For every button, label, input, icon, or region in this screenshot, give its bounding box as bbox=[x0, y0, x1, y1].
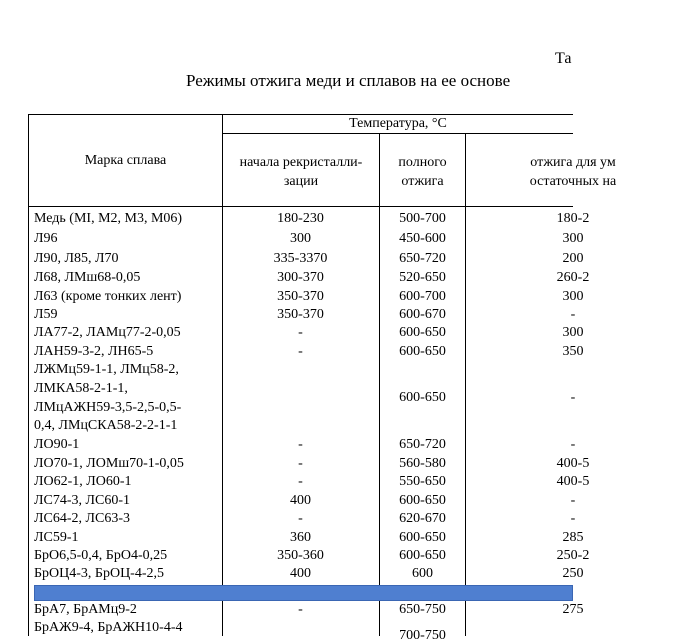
full-anneal-temp-cell: 650-720 bbox=[399, 251, 446, 266]
alloy-name-cell: Л63 (кроме тонких лент) bbox=[34, 289, 182, 304]
selection-highlight-bar bbox=[34, 585, 573, 601]
residual-stress-temp-cell: 260-2 bbox=[556, 270, 590, 285]
alloy-name-cell: БрАЖ9-4, БрАЖН10-4-4 bbox=[34, 620, 183, 635]
full-anneal-temp-cell: 550-650 bbox=[399, 474, 446, 489]
recryst-temp-cell: - bbox=[298, 602, 303, 617]
recryst-temp-cell: 350-370 bbox=[277, 307, 324, 322]
full-anneal-temp-cell: 600-650 bbox=[399, 390, 446, 405]
alloy-name-cell: БрОЦ4-3, БрОЦ-4-2,5 bbox=[34, 566, 165, 581]
full-anneal-temp-cell: 600-650 bbox=[399, 530, 446, 545]
recryst-temp-cell: - bbox=[298, 456, 303, 471]
alloy-name-cell: ЛО70-1, ЛОМш70-1-0,05 bbox=[34, 456, 184, 471]
table-number-label: Та bbox=[555, 50, 572, 67]
recryst-header-line1: начала рекристалли- bbox=[239, 155, 363, 170]
recryst-temp-cell: - bbox=[298, 437, 303, 452]
recryst-temp-cell: 350-370 bbox=[277, 289, 324, 304]
residual-stress-temp-cell: 250 bbox=[562, 566, 584, 581]
residual-stress-temp-cell: 350 bbox=[562, 344, 584, 359]
table-left-border bbox=[28, 114, 29, 636]
alloy-name-cell: ЛС64-2, ЛС63-3 bbox=[34, 511, 130, 526]
alloy-name-cell-line: 0,4, ЛМцСКА58-2-2-1-1 bbox=[34, 418, 178, 433]
full-anneal-temp-cell: 450-600 bbox=[399, 231, 446, 246]
alloy-name-cell: ЛА77-2, ЛАМц77-2-0,05 bbox=[34, 325, 181, 340]
alloy-name-cell-line: ЛЖМц59-1-1, ЛМц58-2, bbox=[34, 362, 179, 377]
residual-stress-temp-cell: - bbox=[570, 437, 576, 452]
alloy-name-cell: БрА7, БрАМц9-2 bbox=[34, 602, 137, 617]
residual-stress-temp-cell: 285 bbox=[562, 530, 584, 545]
recryst-temp-cell: - bbox=[298, 474, 303, 489]
full-anneal-temp-cell: 650-720 bbox=[399, 437, 446, 452]
alloy-name-cell: Медь (MI, M2, M3, M06) bbox=[34, 211, 183, 226]
full-annealing-header-line2: отжига bbox=[401, 174, 444, 189]
alloy-name-cell-line: ЛМцАЖН59-3,5-2,5-0,5- bbox=[34, 400, 182, 415]
alloy-name-cell: ЛАН59-3-2, ЛН65-5 bbox=[34, 344, 154, 359]
full-anneal-temp-cell: 620-670 bbox=[399, 511, 446, 526]
alloy-name-cell: Л90, Л85, Л70 bbox=[34, 251, 119, 266]
full-anneal-temp-cell: 600-650 bbox=[399, 325, 446, 340]
full-anneal-temp-cell: 650-750 bbox=[399, 602, 446, 617]
recryst-temp-cell: 400 bbox=[290, 566, 311, 581]
alloy-name-cell: ЛО62-1, ЛО60-1 bbox=[34, 474, 132, 489]
full-anneal-temp-cell: 560-580 bbox=[399, 456, 446, 471]
full-anneal-temp-cell: 600-650 bbox=[399, 548, 446, 563]
full-anneal-temp-cell: 520-650 bbox=[399, 270, 446, 285]
recryst-temp-cell: 180-230 bbox=[277, 211, 324, 226]
alloy-column-header: Марка сплава bbox=[84, 153, 167, 168]
page-title: Режимы отжига меди и сплавов на ее основе bbox=[186, 71, 511, 90]
residual-stress-temp-cell: - bbox=[570, 307, 576, 322]
residual-stress-temp-cell: 200 bbox=[562, 251, 584, 266]
alloy-name-cell-line: ЛМКА58-2-1-1, bbox=[34, 381, 128, 396]
recryst-header-line2: зации bbox=[283, 174, 319, 189]
residual-stress-temp-cell: 300 bbox=[562, 231, 584, 246]
temperature-header: Температура, °С bbox=[349, 116, 447, 131]
header-bottom-border bbox=[28, 206, 573, 207]
alloy-name-cell: Л96 bbox=[34, 231, 58, 246]
residual-stress-temp-cell: 180-2 bbox=[556, 211, 590, 226]
recryst-temp-cell: 335-3370 bbox=[273, 251, 328, 266]
recryst-temp-cell: 300 bbox=[290, 231, 311, 246]
full-anneal-temp-cell: 500-700 bbox=[399, 211, 446, 226]
residual-stress-temp-cell: 300 bbox=[562, 325, 584, 340]
recryst-temp-cell: 400 bbox=[290, 493, 311, 508]
temperature-header-border bbox=[222, 133, 573, 134]
full-anneal-temp-cell: 600-700 bbox=[399, 289, 446, 304]
full-anneal-temp-cell: 600-650 bbox=[399, 344, 446, 359]
recryst-temp-cell: - bbox=[298, 511, 303, 526]
full-anneal-temp-cell: 600-670 bbox=[399, 307, 446, 322]
residual-stress-temp-cell: 400-5 bbox=[556, 474, 590, 489]
alloy-name-cell: ЛО90-1 bbox=[34, 437, 80, 452]
recryst-temp-cell: - bbox=[298, 344, 303, 359]
residual-stress-header-line2: остаточных на bbox=[529, 174, 617, 189]
alloy-name-cell: БрО6,5-0,4, БрО4-0,25 bbox=[34, 548, 168, 563]
full-anneal-temp-cell: 700-750 bbox=[399, 628, 446, 643]
residual-stress-temp-cell: - bbox=[570, 390, 576, 405]
residual-stress-temp-cell: - bbox=[570, 511, 576, 526]
residual-stress-temp-cell: 250-2 bbox=[556, 548, 590, 563]
residual-stress-temp-cell: - bbox=[570, 493, 576, 508]
recryst-temp-cell: - bbox=[298, 325, 303, 340]
alloy-name-cell: Л68, ЛМш68-0,05 bbox=[34, 270, 141, 285]
full-annealing-header-line1: полного bbox=[398, 155, 447, 170]
recryst-temp-cell: 350-360 bbox=[277, 548, 324, 563]
alloy-name-cell: ЛС74-3, ЛС60-1 bbox=[34, 493, 130, 508]
full-anneal-temp-cell: 600-650 bbox=[399, 493, 446, 508]
residual-stress-temp-cell: 275 bbox=[562, 602, 584, 617]
residual-stress-temp-cell: 300 bbox=[562, 289, 584, 304]
residual-stress-temp-cell: 400-5 bbox=[556, 456, 590, 471]
alloy-name-cell: Л59 bbox=[34, 307, 58, 322]
recryst-temp-cell: 360 bbox=[290, 530, 311, 545]
full-anneal-temp-cell: 600 bbox=[412, 566, 433, 581]
alloy-name-cell: ЛС59-1 bbox=[34, 530, 79, 545]
residual-stress-header-line1: отжига для ум bbox=[530, 155, 616, 170]
recryst-temp-cell: 300-370 bbox=[277, 270, 324, 285]
